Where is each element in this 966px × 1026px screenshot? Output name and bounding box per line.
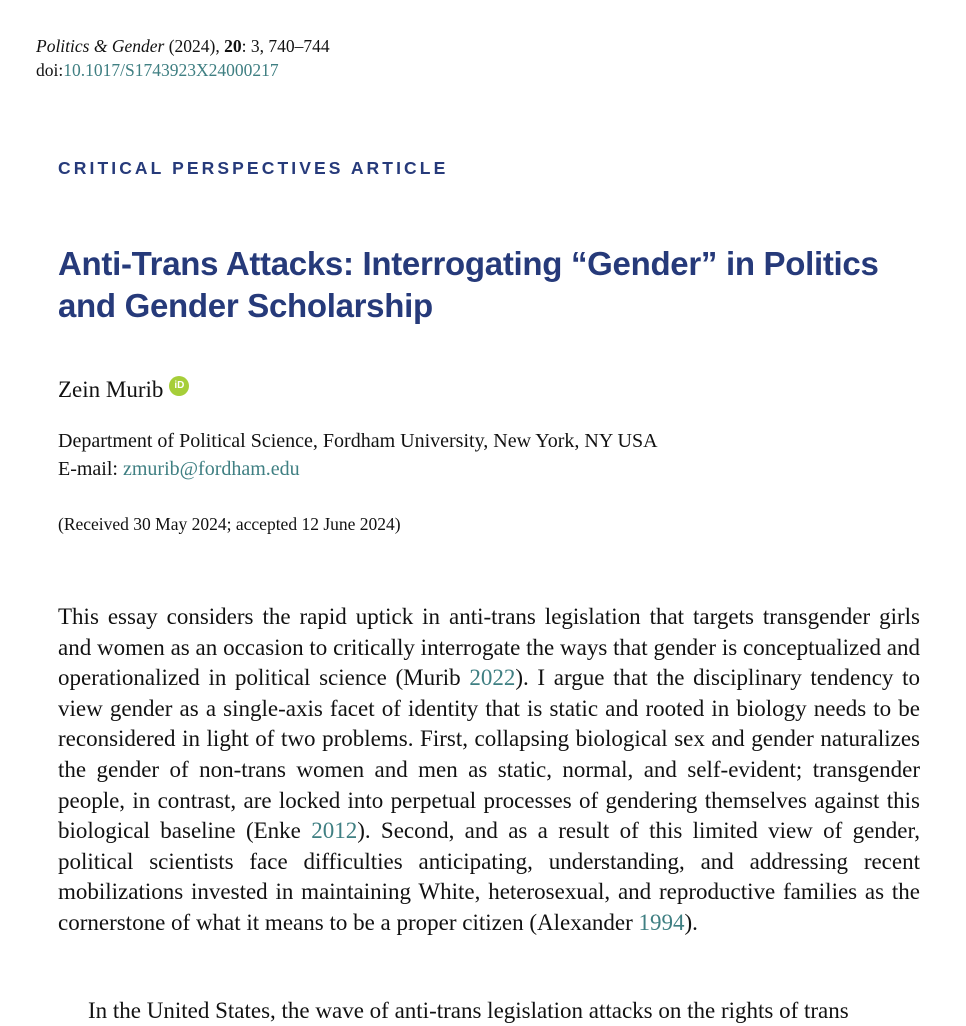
email-line bbox=[58, 455, 658, 483]
doi-link[interactable]: 10.1017/S1743923X24000217 bbox=[63, 60, 279, 80]
author bbox=[58, 374, 189, 406]
citation-year: (2024), bbox=[168, 36, 220, 56]
reference-link-alexander[interactable]: 1994 bbox=[638, 909, 685, 935]
doi-prefix: doi: bbox=[36, 60, 64, 80]
abstract bbox=[58, 602, 920, 939]
journal-name: Politics & Gender bbox=[36, 36, 165, 56]
body-text-first-line: In the United States, the wave of anti-trans legislation attacks on the rights of trans bbox=[88, 998, 849, 1023]
section-label: CRITICAL PERSPECTIVES ARTICLE bbox=[58, 158, 449, 178]
citation-line bbox=[36, 34, 330, 58]
citation-issue-pages: : 3, 740–744 bbox=[241, 36, 330, 56]
received-dates: (Received 30 May 2024; accepted 12 June 2024) bbox=[58, 514, 401, 534]
reference-link-murib[interactable]: 2022 bbox=[469, 665, 516, 691]
article-title: Anti-Trans Attacks: Interrogating “Gender” in Politics and Gender Scholarship bbox=[58, 245, 879, 324]
email-link[interactable]: zmurib@fordham.edu bbox=[122, 458, 300, 480]
affiliation bbox=[58, 427, 658, 483]
journal-citation bbox=[36, 34, 330, 82]
author-name: Zein Murib bbox=[58, 377, 164, 402]
abstract-text-3: ). Second, and as a result of this limited view of gender, political scientists face difficulties anticipating, understanding, and addressing recent mobilizations invested in maintaining White, heterosexual, and reproductive families as the cornerstone of what it means to be a proper citizen (Alexander bbox=[58, 818, 920, 935]
abstract-text-1: This essay considers the rapid uptick in anti-trans legislation that targets transgender girls and women as an occasion to critically interrogate the ways that gender is conceptualized and operationalized in political science (Murib bbox=[58, 604, 920, 691]
reference-link-enke[interactable]: 2012 bbox=[311, 818, 358, 844]
email-label: E-mail: bbox=[58, 458, 123, 480]
citation-volume: 20 bbox=[224, 36, 242, 56]
orcid-icon[interactable]: iD bbox=[169, 376, 189, 396]
department: Department of Political Science, Fordham University, New York, NY USA bbox=[58, 430, 658, 452]
abstract-text-2: ). I argue that the disciplinary tendency to view gender as a single-axis facet of identity that is static and rooted in biology needs to be reconsidered in light of two problems. First, collapsing biological sex and gender naturalizes the gender of non-trans women and men as static, normal, and self-evident; transgender people, in contrast, are locked into perpetual processes of gendering themselves against this biological baseline (Enke bbox=[58, 665, 920, 844]
doi-line bbox=[36, 58, 330, 82]
abstract-text-4: ). bbox=[684, 909, 698, 935]
